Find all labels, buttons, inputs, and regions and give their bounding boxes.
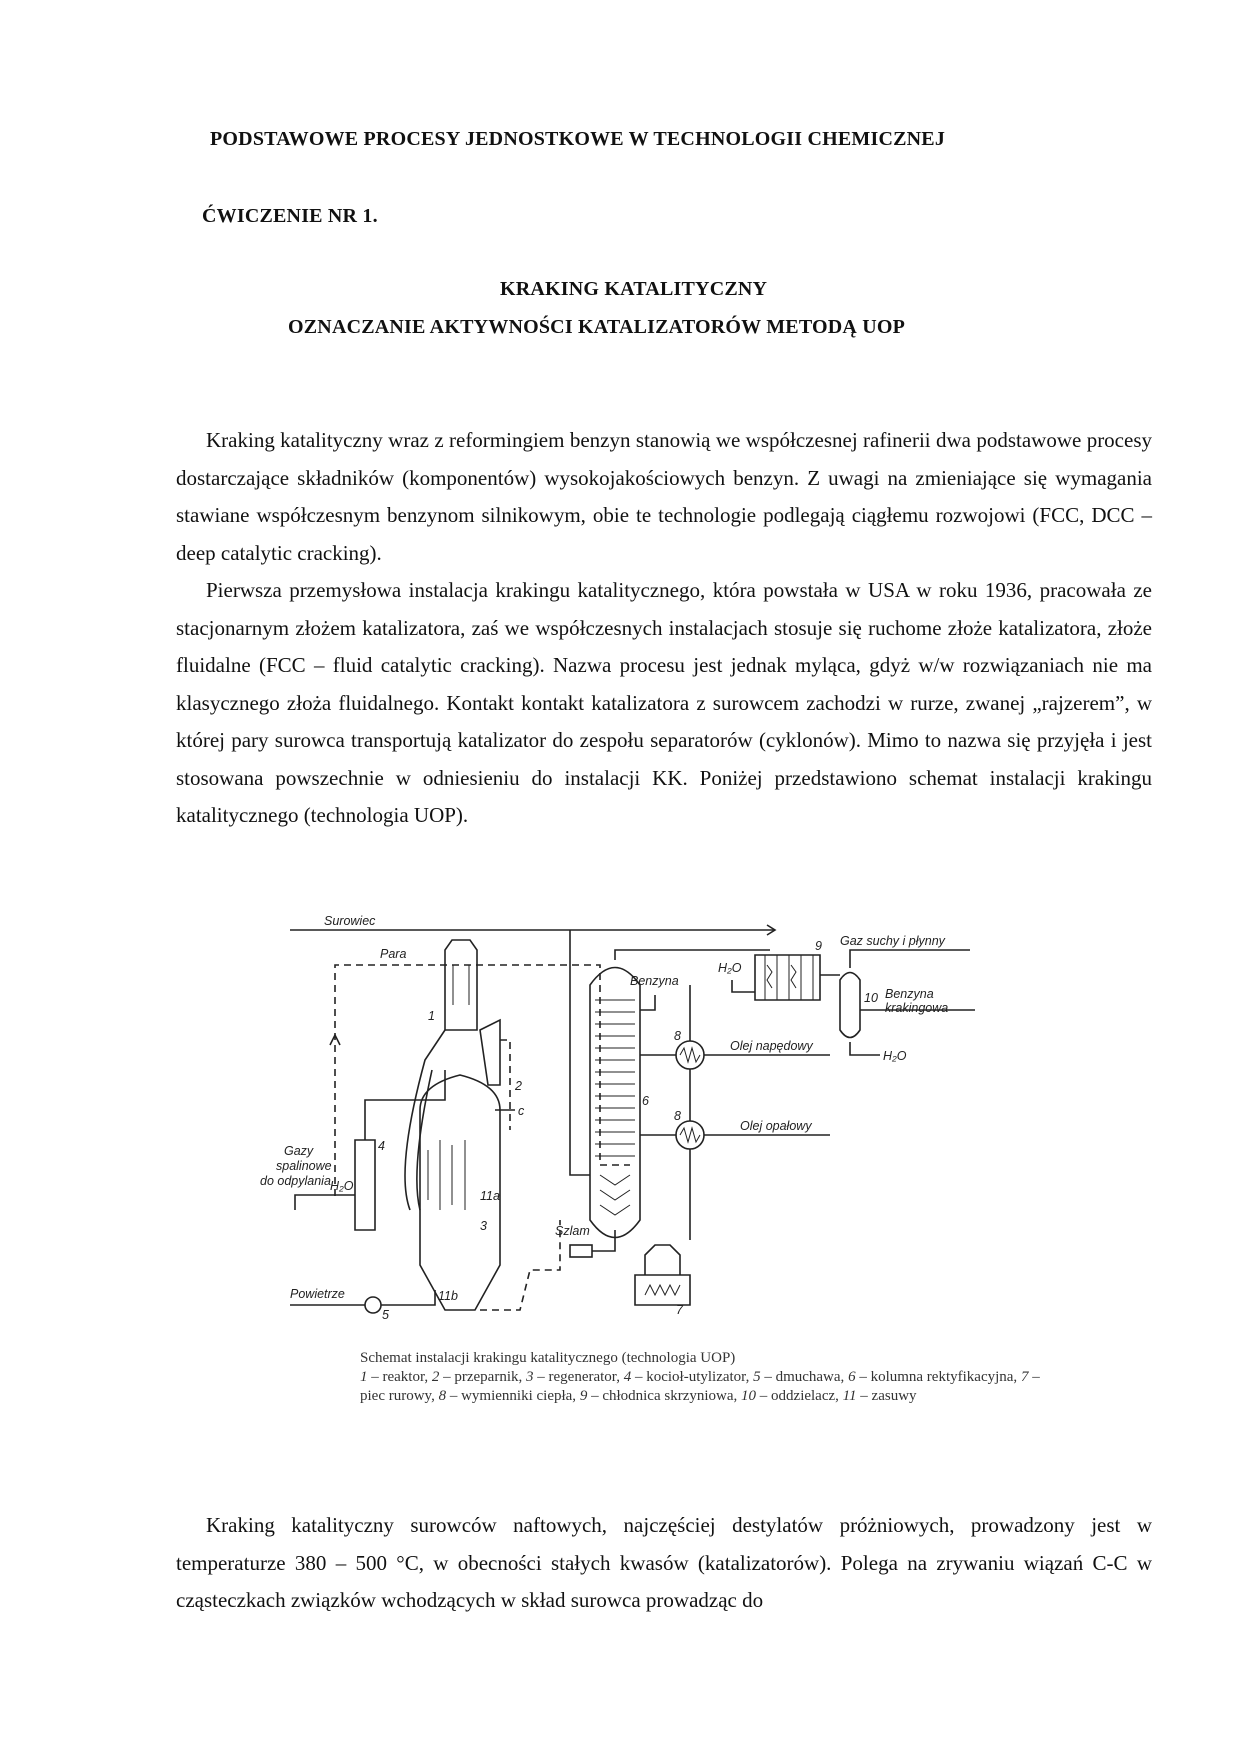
h2o-left-label: H₂O (330, 1179, 354, 1193)
paragraph-2-text: Pierwsza przemysłowa instalacja krakingu katalitycznego, która powstała w USA w roku 1936, pracowała ze stacjonarnym złożem katalizatora, zaś we współczesnych instalacjach stosuje się ruchome złoże katalizatora, złoże fluidalne (FCC – fluid catalytic cracking). Nazwa procesu jest jednak myląca, gdyż w/w rozwiązaniach nie ma klasycznego złoża fluidalnego. Kontakt kontakt katalizatora z surowcem zachodzi w rurze, zwanej „rajzerem”, w której pary surowca transportują katalizator do zespołu separatorów (cyklonów). Mimo to nazwa się przyjęła i jest stosowana powszechnie w odniesieniu do instalacji KK. Poniżej przedstawiono schemat instalacji krakingu katalitycznego (technologia UOP). (176, 578, 1152, 827)
paragraph-3-text: Kraking katalityczny surowców naftowych, najczęściej destylatów próżniowych, prowadzony jest w temperaturze 380 – 500 °C, w obecności stałych kwasów (katalizatorów). Polega na zrywaniu wiązań C-C w cząsteczkach związków wchodzących w skład surowca prowadząc do (176, 1513, 1152, 1612)
legend-number: 11 (842, 1388, 857, 1404)
powietrze-label: Powietrze (290, 1287, 345, 1301)
gaz-label: Gaz suchy i płynny (840, 934, 945, 948)
legend-number: 1 (360, 1369, 368, 1385)
legend-number: 4 (623, 1369, 632, 1385)
num-8b: 8 (674, 1109, 681, 1123)
surowiec-label: Surowiec (324, 914, 376, 928)
h2o-right-label: H₂O (883, 1049, 907, 1063)
boiler-4 (355, 1140, 375, 1230)
column-6 (590, 968, 640, 1238)
olej-napedowy-label: Olej napędowy (730, 1039, 813, 1053)
num-9: 9 (815, 939, 822, 953)
legend-text: – piec rurowy, (360, 1369, 1040, 1404)
legend-text: – zasuwy (856, 1388, 917, 1404)
legend-text: – przeparnik, (439, 1369, 527, 1385)
c-label: c (518, 1104, 525, 1118)
legend-text: – kocioł-utylizator, (631, 1369, 754, 1385)
num-5: 5 (382, 1308, 389, 1322)
paragraph-3 (176, 1507, 1152, 1620)
legend-text: – reaktor, (367, 1369, 432, 1385)
legend-number: 5 (753, 1369, 761, 1385)
num-3: 3 (480, 1219, 487, 1233)
figure-caption (360, 1349, 1060, 1406)
benzyna-krak-label-2: krakingowa (885, 1001, 949, 1015)
legend-number: 7 (1020, 1369, 1029, 1385)
legend-number: 3 (526, 1369, 534, 1385)
num-7: 7 (676, 1303, 683, 1317)
legend-text: – wymienniki ciepła, (446, 1388, 580, 1404)
legend-text: – chłodnica skrzyniowa, (587, 1388, 742, 1404)
olej-opalowy-label: Olej opałowy (740, 1119, 812, 1133)
paragraph-1 (176, 422, 1152, 572)
caption-title: Schemat instalacji krakingu katalitycznego (technologia UOP) (360, 1350, 736, 1366)
blower-5 (365, 1297, 381, 1313)
legend-number: 2 (431, 1369, 440, 1385)
legend-text: – kolumna rektyfikacyjna, (855, 1369, 1021, 1385)
num-2: 2 (515, 1079, 522, 1093)
topic-subtitle: OZNACZANIE AKTYWNOŚCI KATALIZATORÓW METODĄ UOP (288, 316, 906, 338)
gazy-label-2: spalinowe (276, 1159, 332, 1173)
course-title: PODSTAWOWE PROCESY JEDNOSTKOWE W TECHNOLOGII CHEMICZNEJ (210, 128, 946, 150)
h2o-top-label: H₂O (718, 961, 742, 975)
exercise-number: ĆWICZENIE NR 1. (202, 205, 378, 227)
gazy-label-1: Gazy (284, 1144, 314, 1158)
benzyna-label: Benzyna (630, 974, 679, 988)
gazy-label-3: do odpylania (260, 1174, 331, 1188)
num-10: 10 (864, 991, 878, 1005)
szlam-label: Szlam (555, 1224, 590, 1238)
topic-title: KRAKING KATALITYCZNY (500, 278, 768, 300)
legend-text: – oddzielacz, (756, 1388, 843, 1404)
para-label: Para (380, 947, 407, 961)
riser (405, 1030, 445, 1210)
benzyna-krak-label-1: Benzyna (885, 987, 934, 1001)
legend-number: 8 (438, 1388, 447, 1404)
num-1: 1 (428, 1009, 435, 1023)
num-6: 6 (642, 1094, 649, 1108)
num-11a: 11a (480, 1189, 500, 1203)
stripper-2 (480, 1020, 500, 1085)
separator-10 (840, 973, 860, 1038)
legend-number: 6 (848, 1369, 856, 1385)
legend-text: – dmuchawa, (760, 1369, 849, 1385)
caption-legend (360, 1368, 1060, 1406)
num-11b: 11b (438, 1289, 458, 1303)
paragraph-2 (176, 572, 1152, 835)
paragraph-1-text: Kraking katalityczny wraz z reformingiem benzyn stanowią we współczesnej rafinerii dwa podstawowe procesy dostarczające składników (komponentów) wysokojakościowych benzyn. Z uwagi na zmieniające się wymagania stawiane współczesnym benzynom silnikowym, obie te technologie podlegają ciągłemu rozwojowi (FCC, DCC – deep catalytic cracking). (176, 428, 1152, 565)
num-4: 4 (378, 1139, 385, 1153)
para-line (380, 965, 630, 1165)
legend-number: 10 (741, 1388, 757, 1404)
process-flow-diagram (260, 910, 1090, 1330)
legend-number: 9 (579, 1388, 588, 1404)
legend-text: – regenerator, (533, 1369, 624, 1385)
num-8a: 8 (674, 1029, 681, 1043)
reactor-1 (445, 940, 477, 1030)
